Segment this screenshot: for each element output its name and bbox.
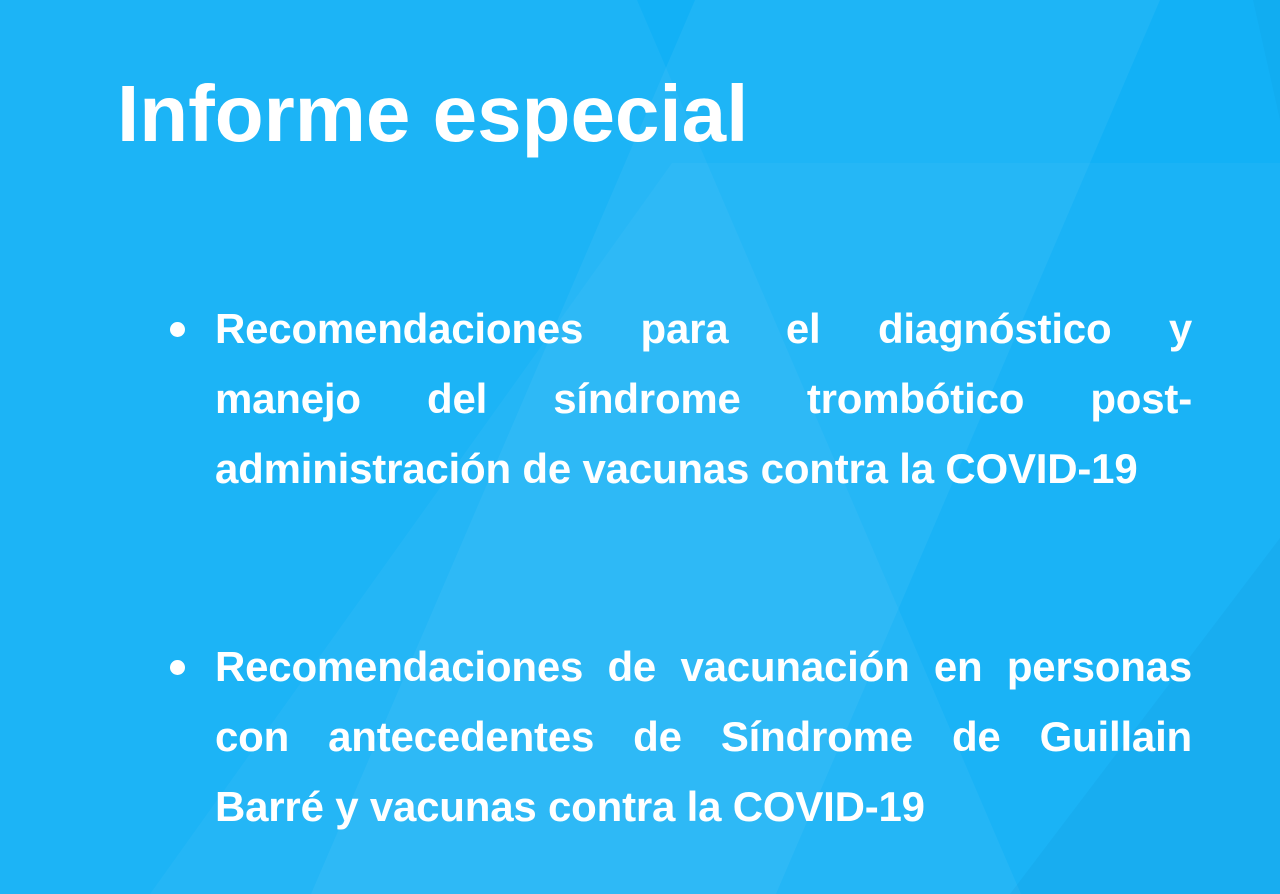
- bullet-1-text: [215, 294, 1192, 504]
- bullet-item-2: [170, 632, 1192, 842]
- bullet-1-line-3: administración de vacunas contra la COVID-19: [215, 445, 1138, 492]
- bullet-1-line-1: Recomendaciones para el diagnóstico y: [215, 305, 1192, 352]
- bullet-1-line-2: manejo del síndrome trombótico post-: [215, 375, 1192, 422]
- bullet-item-1: [170, 294, 1192, 504]
- bullet-2-text: [215, 632, 1192, 842]
- slide-title: Informe especial: [117, 69, 749, 158]
- bullet-2-line-1: Recomendaciones de vacunación en personas: [215, 643, 1192, 690]
- bullet-2-line-3: Barré y vacunas contra la COVID-19: [215, 783, 925, 830]
- bullet-dot-icon: [170, 322, 185, 337]
- bullet-2-line-2: con antecedentes de Síndrome de Guillain: [215, 713, 1192, 760]
- bullet-dot-icon: [170, 660, 185, 675]
